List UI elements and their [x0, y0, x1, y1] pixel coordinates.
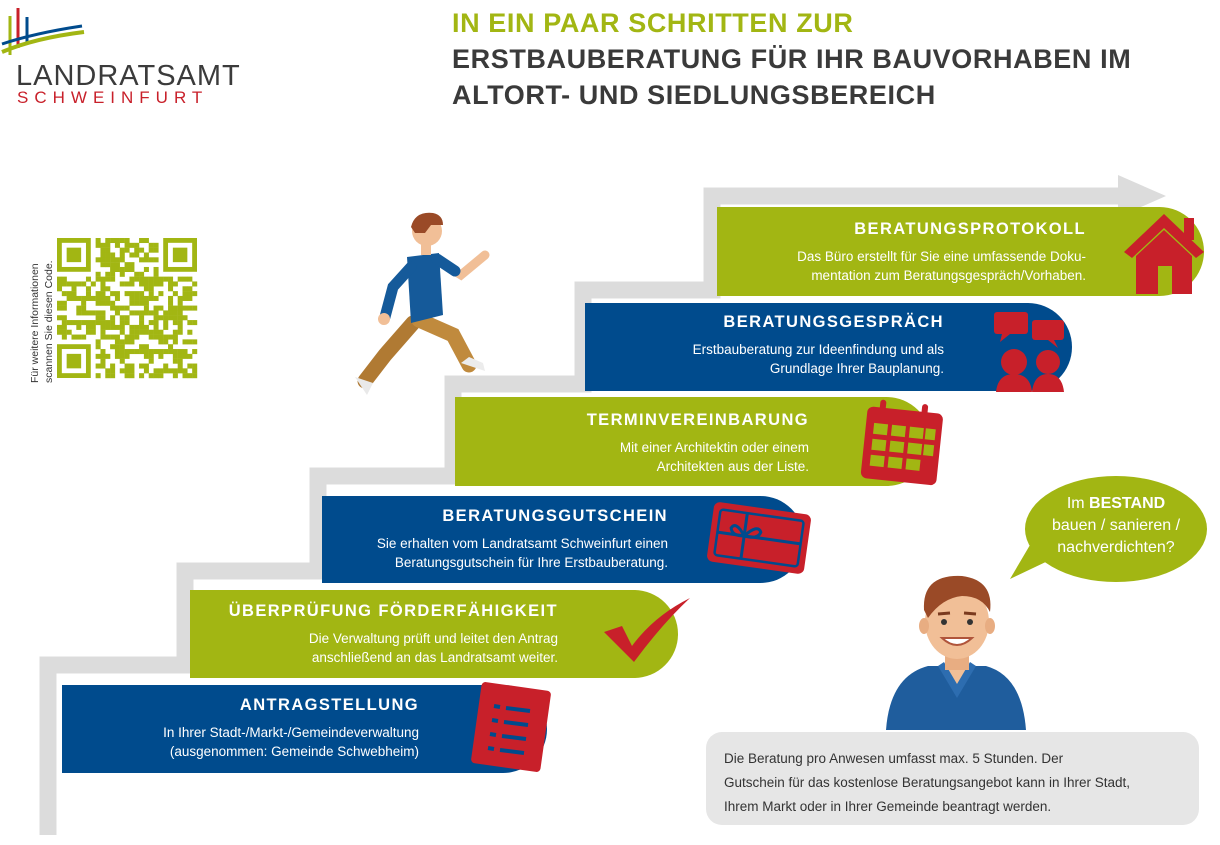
step-description: In Ihrer Stadt-/Markt-/Gemeindeverwaltung (ausgenommen: Gemeinde Schwebheim)	[163, 725, 419, 759]
conversation-icon	[992, 308, 1072, 398]
logo	[0, 0, 250, 110]
step-title: ÜBERPRÜFUNG FÖRDERFÄHIGKEIT	[228, 602, 558, 620]
speech-bubble	[1025, 476, 1207, 582]
note-line-3: Ihrem Markt oder in Ihrer Gemeinde beantragt werden.	[724, 799, 1052, 814]
calendar-icon	[858, 400, 948, 490]
document-list-icon	[470, 682, 550, 772]
step-description: Mit einer Architektin oder einem Architekten aus der Liste.	[619, 440, 809, 474]
bubble-line-3: nachverdichten?	[1057, 539, 1175, 556]
step-description: Sie erhalten vom Landratsamt Schweinfurt einen Beratungsgutschein für Ihre Erstbauberatung.	[376, 536, 668, 570]
note-line-1: Die Beratung pro Anwesen umfasst max. 5 Stunden. Der	[724, 751, 1064, 766]
step-description: Die Verwaltung prüft und leitet den Antrag anschließend an das Landratsamt weiter.	[308, 631, 558, 665]
house-icon	[1120, 208, 1210, 298]
logo-subtitle: SCHWEINFURT	[17, 88, 209, 107]
step-description: Erstbauberatung zur Ideenfindung und als Grundlage Ihrer Bauplanung.	[692, 342, 944, 376]
checkmark-icon	[598, 596, 698, 666]
running-man-icon	[345, 205, 505, 405]
note-line-2: Gutschein für das kostenlose Beratungsangebot kann in Ihrer Stadt,	[724, 775, 1131, 790]
step-description: Das Büro erstellt für Sie eine umfassende Doku- mentation zum Beratungsgespräch/Vorhaben.	[797, 249, 1086, 283]
info-note	[706, 732, 1199, 825]
bubble-line-2: bauen / sanieren /	[1051, 517, 1181, 534]
qr-note-line-1: Für weitere Informationen	[29, 263, 41, 383]
heading-line-2: ERSTBAUBERATUNG FÜR IHR BAUVORHABEN IM	[452, 44, 1132, 74]
heading-line-3: ALTORT- UND SIEDLUNGSBEREICH	[452, 80, 936, 110]
logo-swoosh-icon	[0, 0, 90, 60]
voucher-icon	[704, 498, 814, 578]
qr-note	[28, 223, 56, 383]
qr-code-icon[interactable]	[57, 238, 197, 378]
step-title: BERATUNGSGUTSCHEIN	[442, 507, 668, 525]
qr-note-line-2: scannen Sie diesen Code.	[43, 260, 55, 383]
step-title: TERMINVEREINBARUNG	[586, 411, 809, 429]
step-title: ANTRAGSTELLUNG	[239, 696, 419, 714]
step-title: BERATUNGSGESPRÄCH	[723, 313, 944, 331]
bubble-line-1: Im BESTAND	[1066, 495, 1166, 512]
step-title: BERATUNGSPROTOKOLL	[854, 220, 1086, 238]
advisor-person-icon	[882, 570, 1032, 730]
logo-title: LANDRATSAMT	[16, 60, 241, 92]
heading-line-1: IN EIN PAAR SCHRITTEN ZUR	[452, 8, 854, 38]
